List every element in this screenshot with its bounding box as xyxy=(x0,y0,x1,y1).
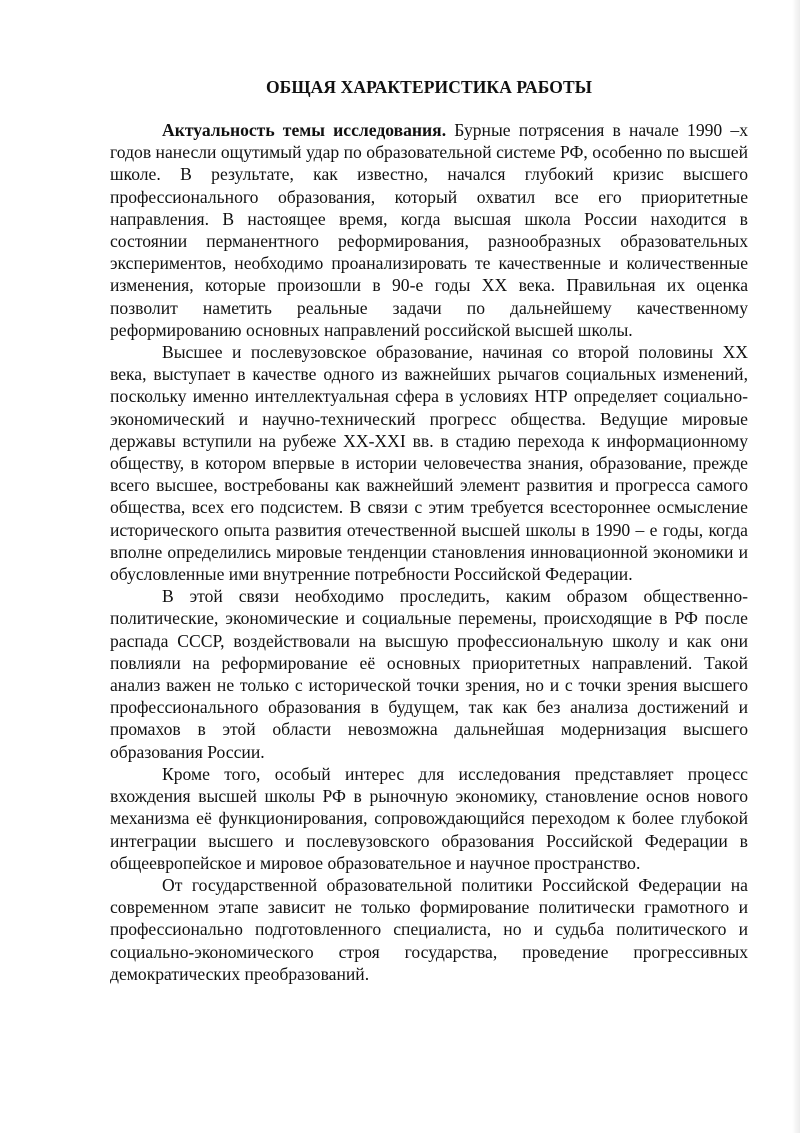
paragraph-analysis xyxy=(110,585,748,763)
paragraph-market-economy xyxy=(110,763,748,874)
paragraph-text: Высшее и послевузовское образование, начиная со второй половины XX века, выступает в качестве одного из важнейших рычагов социальных изменений, поскольку именно интеллектуальная сфера в условиях НТР определяет социально-экономический и научно-технический прогресс общества. Ведущие мировые державы вступили на рубеже XX-XXI вв. в стадию перехода к информационному обществу, в котором впервые в истории человечества знания, образование, прежде всего высшее, востребованы как важнейший элемент развития и прогресса самого общества, всех его подсистем. В связи с этим требуется всестороннее осмысление исторического опыта развития отечественной высшей школы в 1990 – е годы, когда вполне определились мировые тенденции становления инновационной экономики и обусловленные ими внутренние потребности Российской Федерации. xyxy=(110,342,748,585)
page-title: ОБЩАЯ ХАРАКТЕРИСТИКА РАБОТЫ xyxy=(265,77,593,97)
document-body xyxy=(110,119,748,985)
paragraph-text: В этой связи необходимо проследить, каким образом общественно-политические, экономические и социальные перемены, происходящие в РФ после распада СССР, воздействовали на высшую профессиональную школу и как они повлияли на реформирование её основных приоритетных направлений. Такой анализ важен не только с исторической точки зрения, но и с точки зрения высшего профессионального образования в будущем, так как без анализа достижений и промахов в этой области невозможна дальнейшая модернизация высшего образования России. xyxy=(110,586,748,762)
paragraph-state-policy xyxy=(110,874,748,985)
paragraph-text: Бурные потрясения в начале 1990 –х годов нанесли ощутимый удар по образовательной системе РФ, особенно по высшей школе. В результате, как известно, начался глубокий кризис высшего профессионального образования, который охватил все его приоритетные направления. В настоящее время, когда высшая школа России находится в состоянии перманентного реформирования, разнообразных образовательных экспериментов, необходимо проанализировать те качественные и количественные изменения, которые произошли в 90-е годы XX века. Правильная их оценка позволит наметить реальные задачи по дальнейшему качественному реформированию основных направлений российской высшей школы. xyxy=(110,120,748,340)
paragraph-higher-education xyxy=(110,341,748,585)
paragraph-relevance xyxy=(110,119,748,341)
paragraph-text: От государственной образовательной политики Российской Федерации на современном этапе зависит не только формирование политически грамотного и профессионально подготовленного специалиста, но и судьба политического и социально-экономического строя государства, проведение прогрессивных демократических преобразований. xyxy=(110,874,748,984)
paragraph-lead: Актуальность темы исследования. xyxy=(162,120,447,140)
paragraph-text: Кроме того, особый интерес для исследования представляет процесс вхождения высшей школы РФ в рыночную экономику, становление основ нового механизма её функционирования, сопровождающийся переходом к более глубокой интеграции высшего и послевузовского образования Российской Федерации в общеевропейское и мировое образовательное и научное пространство. xyxy=(110,763,748,873)
scan-edge-shadow xyxy=(792,0,800,1133)
